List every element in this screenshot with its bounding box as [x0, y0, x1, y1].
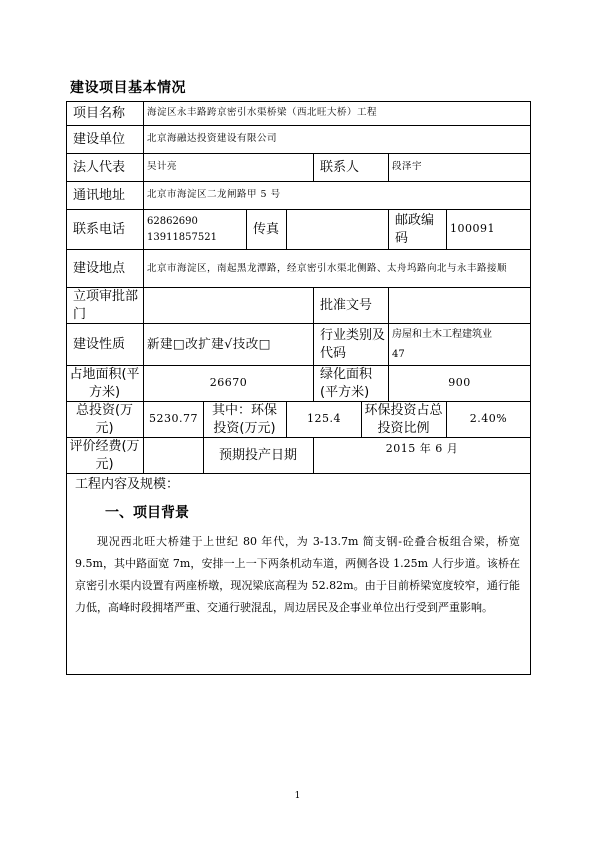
content-paragraph: 现况西北旺大桥建于上世纪 80 年代，为 3-13.7m 简支钢-砼叠合板组合梁，桥宽 9.5m，其中路面宽 7m，安排一上一下两条机动车道，两侧各设 1.25m 人行步道。该桥在京密引水渠内设置有两座桥墩，现况梁底高程为 52.82m。由于目前桥梁宽度较窄，通行能力低，高峰时段拥堵严重、交通行驶混乱，周边居民及企事业单位出行受到严重影响。	[75, 534, 521, 614]
postal-code-value: 100091	[447, 210, 531, 250]
row-approval	[67, 288, 531, 324]
row-address	[67, 182, 531, 210]
legal-rep-label: 法人代表	[67, 154, 144, 182]
env-investment-label: 其中：环保投资(万元)	[204, 402, 287, 438]
phone-label: 联系电话	[67, 210, 144, 250]
content-cell	[67, 474, 531, 675]
page-number: 1	[294, 791, 301, 801]
approval-doc-label: 批准文号	[314, 288, 389, 324]
row-evaluation	[67, 438, 531, 474]
industry-value-line1: 房屋和土木工程建筑业	[392, 329, 492, 341]
fax-label: 传真	[247, 210, 287, 250]
postal-code-label: 邮政编码	[389, 210, 447, 250]
address-value: 北京市海淀区二龙闸路甲 5 号	[144, 182, 531, 210]
approval-dept-value	[144, 288, 314, 324]
page-title: 建设项目基本情况	[70, 80, 186, 96]
section-title: 一、项目背景	[105, 504, 189, 521]
row-project-name	[67, 102, 531, 126]
location-value: 北京市海淀区，南起黑龙潭路，经京密引水渠北侧路、太舟坞路向北与永丰路接顺	[144, 250, 531, 288]
row-investment	[67, 402, 531, 438]
legal-rep-value: 吴计亮	[144, 154, 314, 182]
row-area	[67, 366, 531, 402]
approval-dept-label: 立项审批部门	[67, 288, 144, 324]
nature-label: 建设性质	[67, 324, 144, 366]
phone-value	[144, 210, 247, 250]
builder-label: 建设单位	[67, 126, 144, 154]
land-area-label: 占地面积(平方米)	[67, 366, 144, 402]
nature-options-text: 新建□改扩建√技改□	[147, 336, 272, 352]
row-location	[67, 250, 531, 288]
content-heading: 工程内容及规模：	[75, 477, 180, 493]
row-builder	[67, 126, 531, 154]
row-content	[67, 474, 531, 675]
total-investment-label: 总投资(万元)	[67, 402, 144, 438]
row-nature	[67, 324, 531, 366]
builder-value: 北京海融达投资建设有限公司	[144, 126, 531, 154]
green-area-value: 900	[389, 366, 531, 402]
expected-date-label: 预期投产日期	[204, 438, 314, 474]
address-label: 通讯地址	[67, 182, 144, 210]
evaluation-fee-value	[144, 438, 204, 474]
approval-doc-value	[389, 288, 531, 324]
phone-value-line1: 62862690	[147, 215, 198, 227]
env-ratio-value: 2.40%	[447, 402, 531, 438]
env-investment-value: 125.4	[287, 402, 362, 438]
green-area-label: 绿化面积(平方米)	[314, 366, 389, 402]
project-info-table	[66, 101, 531, 675]
project-name-label: 项目名称	[67, 102, 144, 126]
land-area-value: 26670	[144, 366, 314, 402]
industry-value	[389, 324, 531, 366]
contact-label: 联系人	[314, 154, 389, 182]
env-ratio-label: 环保投资占总投资比例	[362, 402, 447, 438]
location-label: 建设地点	[67, 250, 144, 288]
expected-date-value: 2015 年 6 月	[314, 438, 531, 474]
contact-value: 段泽宇	[389, 154, 531, 182]
row-legal-rep	[67, 154, 531, 182]
industry-label: 行业类别及代码	[314, 324, 389, 366]
phone-value-line2: 13911857521	[147, 232, 217, 243]
fax-value	[287, 210, 389, 250]
nature-options	[144, 324, 314, 366]
project-name-value: 海淀区永丰路跨京密引水渠桥梁（西北旺大桥）工程	[144, 102, 531, 126]
evaluation-fee-label: 评价经费(万元)	[67, 438, 144, 474]
industry-value-line2: 47	[392, 348, 405, 360]
total-investment-value: 5230.77	[144, 402, 204, 438]
row-phone	[67, 210, 531, 250]
